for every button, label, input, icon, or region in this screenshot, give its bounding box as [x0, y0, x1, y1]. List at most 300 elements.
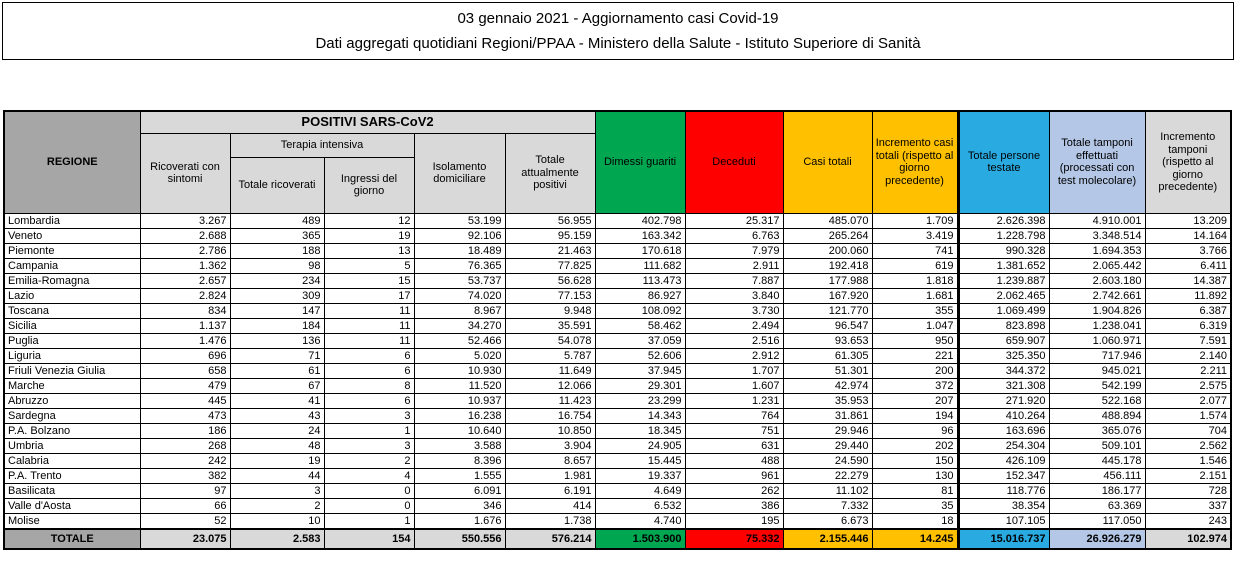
- value-cell: 950: [872, 333, 958, 348]
- value-cell: 2.065.442: [1049, 258, 1145, 273]
- total-value-cell: 576.214: [505, 529, 595, 549]
- value-cell: 410.264: [958, 408, 1049, 423]
- value-cell: 6.673: [783, 513, 872, 529]
- region-cell: Veneto: [4, 228, 140, 243]
- value-cell: 262: [685, 483, 783, 498]
- value-cell: 43: [230, 408, 324, 423]
- value-cell: 81: [872, 483, 958, 498]
- value-cell: 234: [230, 273, 324, 288]
- region-cell: Toscana: [4, 303, 140, 318]
- value-cell: 1.574: [1145, 408, 1231, 423]
- table-row: [4, 513, 1231, 529]
- value-cell: 130: [872, 468, 958, 483]
- value-cell: 751: [685, 423, 783, 438]
- table-header: [4, 111, 1231, 213]
- value-cell: 77.153: [505, 288, 595, 303]
- value-cell: 9.948: [505, 303, 595, 318]
- value-cell: 1.069.499: [958, 303, 1049, 318]
- total-value-cell: 26.926.279: [1049, 529, 1145, 549]
- value-cell: 6.387: [1145, 303, 1231, 318]
- column-header-deceduti: Deceduti: [685, 111, 783, 213]
- value-cell: 71: [230, 348, 324, 363]
- value-cell: 1.694.353: [1049, 243, 1145, 258]
- value-cell: 3.348.514: [1049, 228, 1145, 243]
- value-cell: 6.411: [1145, 258, 1231, 273]
- value-cell: 11.520: [414, 378, 505, 393]
- value-cell: 3.267: [140, 213, 230, 228]
- value-cell: 61.305: [783, 348, 872, 363]
- value-cell: 5.020: [414, 348, 505, 363]
- total-row: [4, 529, 1231, 549]
- column-group-terapia-intensiva: Terapia intensiva: [230, 133, 414, 157]
- column-header-incremento-tamponi: Incremento tamponi (rispetto al giorno precedente): [1145, 111, 1231, 213]
- value-cell: 13.209: [1145, 213, 1231, 228]
- region-cell: Molise: [4, 513, 140, 529]
- value-cell: 163.696: [958, 423, 1049, 438]
- table-row: [4, 408, 1231, 423]
- value-cell: 34.270: [414, 318, 505, 333]
- value-cell: 4.910.001: [1049, 213, 1145, 228]
- value-cell: 184: [230, 318, 324, 333]
- value-cell: 167.920: [783, 288, 872, 303]
- value-cell: 19.337: [595, 468, 685, 483]
- value-cell: 6: [324, 363, 414, 378]
- value-cell: 22.279: [783, 468, 872, 483]
- value-cell: 1.818: [872, 273, 958, 288]
- value-cell: 66: [140, 498, 230, 513]
- value-cell: 271.920: [958, 393, 1049, 408]
- value-cell: 121.770: [783, 303, 872, 318]
- value-cell: 12: [324, 213, 414, 228]
- value-cell: 2.494: [685, 318, 783, 333]
- column-group-positivi-sars-cov2: POSITIVI SARS-CoV2: [140, 111, 595, 133]
- value-cell: 111.682: [595, 258, 685, 273]
- value-cell: 1.904.826: [1049, 303, 1145, 318]
- value-cell: 426.109: [958, 453, 1049, 468]
- value-cell: 10.930: [414, 363, 505, 378]
- value-cell: 344.372: [958, 363, 1049, 378]
- region-cell: Abruzzo: [4, 393, 140, 408]
- value-cell: 58.462: [595, 318, 685, 333]
- value-cell: 15.445: [595, 453, 685, 468]
- table-row: [4, 363, 1231, 378]
- value-cell: 8: [324, 378, 414, 393]
- value-cell: 386: [685, 498, 783, 513]
- value-cell: 254.304: [958, 438, 1049, 453]
- value-cell: 10: [230, 513, 324, 529]
- value-cell: 2.786: [140, 243, 230, 258]
- value-cell: 2.516: [685, 333, 783, 348]
- value-cell: 96.547: [783, 318, 872, 333]
- region-cell: Lazio: [4, 288, 140, 303]
- value-cell: 186: [140, 423, 230, 438]
- value-cell: 1.555: [414, 468, 505, 483]
- value-cell: 741: [872, 243, 958, 258]
- value-cell: 37.059: [595, 333, 685, 348]
- table-row: [4, 498, 1231, 513]
- value-cell: 8.396: [414, 453, 505, 468]
- value-cell: 365.076: [1049, 423, 1145, 438]
- value-cell: 53.199: [414, 213, 505, 228]
- value-cell: 2.911: [685, 258, 783, 273]
- value-cell: 631: [685, 438, 783, 453]
- value-cell: 823.898: [958, 318, 1049, 333]
- value-cell: 5.787: [505, 348, 595, 363]
- value-cell: 4.740: [595, 513, 685, 529]
- value-cell: 658: [140, 363, 230, 378]
- value-cell: 194: [872, 408, 958, 423]
- total-value-cell: 154: [324, 529, 414, 549]
- value-cell: 3: [230, 483, 324, 498]
- value-cell: 382: [140, 468, 230, 483]
- value-cell: 11.423: [505, 393, 595, 408]
- value-cell: 29.440: [783, 438, 872, 453]
- value-cell: 1.137: [140, 318, 230, 333]
- value-cell: 2.062.465: [958, 288, 1049, 303]
- value-cell: 414: [505, 498, 595, 513]
- value-cell: 11: [324, 333, 414, 348]
- table-row: [4, 318, 1231, 333]
- value-cell: 74.020: [414, 288, 505, 303]
- value-cell: 473: [140, 408, 230, 423]
- column-header-ricoverati-con-sintomi: Ricoverati con sintomi: [140, 133, 230, 213]
- value-cell: 696: [140, 348, 230, 363]
- table-body: [4, 213, 1231, 529]
- value-cell: 309: [230, 288, 324, 303]
- value-cell: 18.345: [595, 423, 685, 438]
- value-cell: 150: [872, 453, 958, 468]
- value-cell: 1.681: [872, 288, 958, 303]
- report-subtitle: Dati aggregati quotidiani Regioni/PPAA - Ministero della Salute - Istituto Superiore di Sanità: [315, 34, 921, 52]
- value-cell: 13: [324, 243, 414, 258]
- table-row: [4, 423, 1231, 438]
- region-cell: Calabria: [4, 453, 140, 468]
- region-cell: Valle d'Aosta: [4, 498, 140, 513]
- value-cell: 1.707: [685, 363, 783, 378]
- value-cell: 7.332: [783, 498, 872, 513]
- value-cell: 488.894: [1049, 408, 1145, 423]
- value-cell: 51.301: [783, 363, 872, 378]
- value-cell: 659.907: [958, 333, 1049, 348]
- region-cell: Marche: [4, 378, 140, 393]
- value-cell: 11.649: [505, 363, 595, 378]
- value-cell: 1.238.041: [1049, 318, 1145, 333]
- value-cell: 2.077: [1145, 393, 1231, 408]
- value-cell: 48: [230, 438, 324, 453]
- total-label-cell: TOTALE: [4, 529, 140, 549]
- value-cell: 152.347: [958, 468, 1049, 483]
- column-header-tamponi-effettuati: Totale tamponi effettuati (processati con test molecolare): [1049, 111, 1145, 213]
- table-row: [4, 468, 1231, 483]
- value-cell: 202: [872, 438, 958, 453]
- value-cell: 96: [872, 423, 958, 438]
- table-row: [4, 273, 1231, 288]
- value-cell: 6.763: [685, 228, 783, 243]
- total-value-cell: 15.016.737: [958, 529, 1049, 549]
- value-cell: 2.688: [140, 228, 230, 243]
- value-cell: 16.238: [414, 408, 505, 423]
- value-cell: 542.199: [1049, 378, 1145, 393]
- value-cell: 445: [140, 393, 230, 408]
- table-row: [4, 303, 1231, 318]
- value-cell: 7.887: [685, 273, 783, 288]
- value-cell: 1.546: [1145, 453, 1231, 468]
- value-cell: 522.168: [1049, 393, 1145, 408]
- value-cell: 1.060.971: [1049, 333, 1145, 348]
- value-cell: 63.369: [1049, 498, 1145, 513]
- value-cell: 56.628: [505, 273, 595, 288]
- value-cell: 1: [324, 513, 414, 529]
- value-cell: 704: [1145, 423, 1231, 438]
- value-cell: 17: [324, 288, 414, 303]
- value-cell: 337: [1145, 498, 1231, 513]
- value-cell: 6.191: [505, 483, 595, 498]
- total-value-cell: 2.583: [230, 529, 324, 549]
- value-cell: 97: [140, 483, 230, 498]
- value-cell: 19: [324, 228, 414, 243]
- table-row: [4, 288, 1231, 303]
- value-cell: 325.350: [958, 348, 1049, 363]
- value-cell: 1.381.652: [958, 258, 1049, 273]
- value-cell: 29.946: [783, 423, 872, 438]
- value-cell: 945.021: [1049, 363, 1145, 378]
- value-cell: 3: [324, 438, 414, 453]
- value-cell: 93.653: [783, 333, 872, 348]
- value-cell: 1.228.798: [958, 228, 1049, 243]
- value-cell: 445.178: [1049, 453, 1145, 468]
- value-cell: 717.946: [1049, 348, 1145, 363]
- value-cell: 1.362: [140, 258, 230, 273]
- column-header-casi-totali: Casi totali: [783, 111, 872, 213]
- table-row: [4, 333, 1231, 348]
- value-cell: 44: [230, 468, 324, 483]
- region-cell: Friuli Venezia Giulia: [4, 363, 140, 378]
- covid-data-table: [3, 110, 1232, 550]
- value-cell: 56.955: [505, 213, 595, 228]
- table-row: [4, 243, 1231, 258]
- region-cell: Lombardia: [4, 213, 140, 228]
- value-cell: 3.766: [1145, 243, 1231, 258]
- value-cell: 509.101: [1049, 438, 1145, 453]
- table-row: [4, 453, 1231, 468]
- value-cell: 31.861: [783, 408, 872, 423]
- total-value-cell: 550.556: [414, 529, 505, 549]
- value-cell: 479: [140, 378, 230, 393]
- report-title: 03 gennaio 2021 - Aggiornamento casi Covid-19: [457, 10, 779, 28]
- value-cell: 11: [324, 303, 414, 318]
- table-row: [4, 438, 1231, 453]
- value-cell: 52.606: [595, 348, 685, 363]
- value-cell: 200.060: [783, 243, 872, 258]
- value-cell: 6.532: [595, 498, 685, 513]
- total-value-cell: 75.332: [685, 529, 783, 549]
- value-cell: 3: [324, 408, 414, 423]
- value-cell: 18.489: [414, 243, 505, 258]
- table-row: [4, 213, 1231, 228]
- value-cell: 76.365: [414, 258, 505, 273]
- value-cell: 113.473: [595, 273, 685, 288]
- value-cell: 2.562: [1145, 438, 1231, 453]
- value-cell: 207: [872, 393, 958, 408]
- value-cell: 1.239.887: [958, 273, 1049, 288]
- table-footer: [4, 529, 1231, 549]
- value-cell: 321.308: [958, 378, 1049, 393]
- column-header-isolamento-domiciliare: Isolamento domiciliare: [414, 133, 505, 213]
- value-cell: 98: [230, 258, 324, 273]
- value-cell: 52: [140, 513, 230, 529]
- value-cell: 2.824: [140, 288, 230, 303]
- value-cell: 16.754: [505, 408, 595, 423]
- value-cell: 2.626.398: [958, 213, 1049, 228]
- value-cell: 95.159: [505, 228, 595, 243]
- value-cell: 186.177: [1049, 483, 1145, 498]
- value-cell: 23.299: [595, 393, 685, 408]
- region-cell: Puglia: [4, 333, 140, 348]
- value-cell: 3.840: [685, 288, 783, 303]
- value-cell: 2.151: [1145, 468, 1231, 483]
- value-cell: 15: [324, 273, 414, 288]
- value-cell: 365: [230, 228, 324, 243]
- value-cell: 268: [140, 438, 230, 453]
- value-cell: 35: [872, 498, 958, 513]
- value-cell: 21.463: [505, 243, 595, 258]
- value-cell: 1.607: [685, 378, 783, 393]
- total-value-cell: 102.974: [1145, 529, 1231, 549]
- value-cell: 456.111: [1049, 468, 1145, 483]
- total-value-cell: 2.155.446: [783, 529, 872, 549]
- value-cell: 37.945: [595, 363, 685, 378]
- table-row: [4, 393, 1231, 408]
- value-cell: 67: [230, 378, 324, 393]
- value-cell: 1.047: [872, 318, 958, 333]
- value-cell: 24.905: [595, 438, 685, 453]
- value-cell: 107.105: [958, 513, 1049, 529]
- region-cell: Campania: [4, 258, 140, 273]
- value-cell: 242: [140, 453, 230, 468]
- value-cell: 961: [685, 468, 783, 483]
- value-cell: 163.342: [595, 228, 685, 243]
- value-cell: 1.738: [505, 513, 595, 529]
- value-cell: 6: [324, 393, 414, 408]
- value-cell: 11.892: [1145, 288, 1231, 303]
- value-cell: 4.649: [595, 483, 685, 498]
- value-cell: 2.140: [1145, 348, 1231, 363]
- value-cell: 728: [1145, 483, 1231, 498]
- value-cell: 25.317: [685, 213, 783, 228]
- region-cell: Basilicata: [4, 483, 140, 498]
- value-cell: 1.709: [872, 213, 958, 228]
- region-cell: Liguria: [4, 348, 140, 363]
- value-cell: 188: [230, 243, 324, 258]
- value-cell: 1.476: [140, 333, 230, 348]
- value-cell: 6.091: [414, 483, 505, 498]
- value-cell: 54.078: [505, 333, 595, 348]
- value-cell: 117.050: [1049, 513, 1145, 529]
- value-cell: 92.106: [414, 228, 505, 243]
- column-header-dimessi-guariti: Dimessi guariti: [595, 111, 685, 213]
- value-cell: 136: [230, 333, 324, 348]
- region-cell: Umbria: [4, 438, 140, 453]
- value-cell: 6: [324, 348, 414, 363]
- region-cell: Emilia-Romagna: [4, 273, 140, 288]
- region-cell: Sardegna: [4, 408, 140, 423]
- value-cell: 7.979: [685, 243, 783, 258]
- total-value-cell: 23.075: [140, 529, 230, 549]
- value-cell: 177.988: [783, 273, 872, 288]
- value-cell: 6.319: [1145, 318, 1231, 333]
- report-title-box: [2, 2, 1234, 60]
- total-value-cell: 14.245: [872, 529, 958, 549]
- value-cell: 41: [230, 393, 324, 408]
- value-cell: 108.092: [595, 303, 685, 318]
- value-cell: 372: [872, 378, 958, 393]
- value-cell: 24: [230, 423, 324, 438]
- value-cell: 8.657: [505, 453, 595, 468]
- value-cell: 147: [230, 303, 324, 318]
- value-cell: 1.676: [414, 513, 505, 529]
- column-header-ingressi-del-giorno: Ingressi del giorno: [324, 157, 414, 213]
- table-row: [4, 348, 1231, 363]
- value-cell: 8.967: [414, 303, 505, 318]
- column-header-incremento-casi: Incremento casi totali (rispetto al giorno precedente): [872, 111, 958, 213]
- value-cell: 192.418: [783, 258, 872, 273]
- value-cell: 52.466: [414, 333, 505, 348]
- value-cell: 402.798: [595, 213, 685, 228]
- value-cell: 11: [324, 318, 414, 333]
- value-cell: 1.981: [505, 468, 595, 483]
- value-cell: 2: [230, 498, 324, 513]
- value-cell: 3.419: [872, 228, 958, 243]
- value-cell: 14.343: [595, 408, 685, 423]
- value-cell: 0: [324, 483, 414, 498]
- value-cell: 488: [685, 453, 783, 468]
- value-cell: 764: [685, 408, 783, 423]
- table-row: [4, 258, 1231, 273]
- value-cell: 10.640: [414, 423, 505, 438]
- value-cell: 2.575: [1145, 378, 1231, 393]
- value-cell: 170.618: [595, 243, 685, 258]
- region-cell: Piemonte: [4, 243, 140, 258]
- value-cell: 14.387: [1145, 273, 1231, 288]
- value-cell: 38.354: [958, 498, 1049, 513]
- region-cell: P.A. Bolzano: [4, 423, 140, 438]
- value-cell: 355: [872, 303, 958, 318]
- total-value-cell: 1.503.900: [595, 529, 685, 549]
- value-cell: 11.102: [783, 483, 872, 498]
- value-cell: 10.850: [505, 423, 595, 438]
- value-cell: 619: [872, 258, 958, 273]
- value-cell: 29.301: [595, 378, 685, 393]
- value-cell: 1.231: [685, 393, 783, 408]
- value-cell: 42.974: [783, 378, 872, 393]
- value-cell: 265.264: [783, 228, 872, 243]
- table-row: [4, 228, 1231, 243]
- value-cell: 3.730: [685, 303, 783, 318]
- value-cell: 2.211: [1145, 363, 1231, 378]
- value-cell: 10.937: [414, 393, 505, 408]
- value-cell: 200: [872, 363, 958, 378]
- value-cell: 5: [324, 258, 414, 273]
- value-cell: 485.070: [783, 213, 872, 228]
- value-cell: 2: [324, 453, 414, 468]
- value-cell: 86.927: [595, 288, 685, 303]
- value-cell: 24.590: [783, 453, 872, 468]
- value-cell: 7.591: [1145, 333, 1231, 348]
- value-cell: 77.825: [505, 258, 595, 273]
- value-cell: 195: [685, 513, 783, 529]
- value-cell: 14.164: [1145, 228, 1231, 243]
- value-cell: 1: [324, 423, 414, 438]
